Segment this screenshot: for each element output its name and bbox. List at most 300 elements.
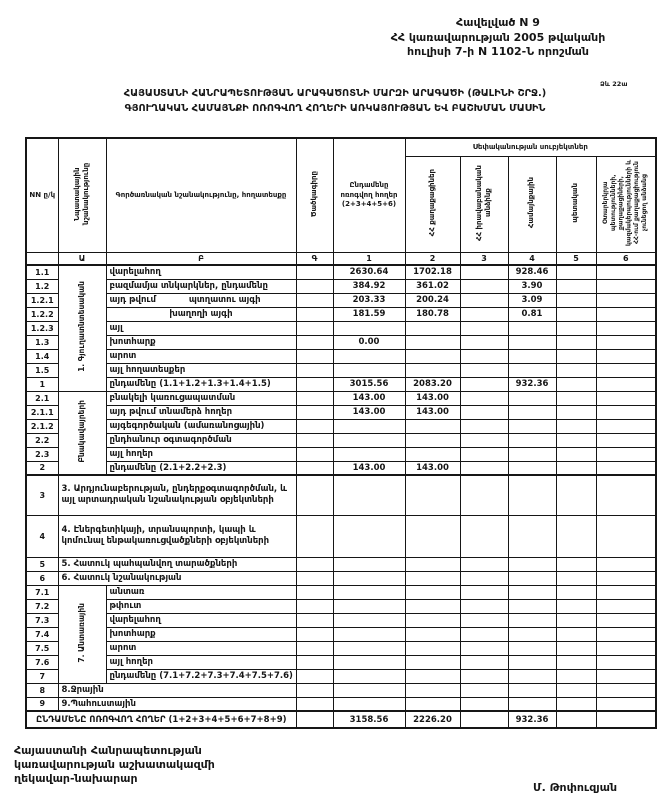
value-cell — [596, 265, 656, 279]
value-cell: 1702.18 — [405, 265, 460, 279]
value-cell — [333, 321, 405, 335]
value-cell — [460, 363, 508, 377]
value-cell: 2226.20 — [405, 711, 460, 728]
grand-total-row — [26, 711, 656, 728]
value-cell — [333, 585, 405, 599]
col-header-community: Համայնքային — [508, 156, 556, 252]
label-cell: այլ հողեր — [106, 655, 296, 669]
value-cell — [405, 683, 460, 697]
value-cell — [508, 557, 556, 571]
header-row-letters — [26, 252, 656, 265]
value-cell — [333, 599, 405, 613]
letter-cell: Գ — [296, 252, 333, 265]
letter-cell: 6 — [596, 252, 656, 265]
label-cell: արոտ — [106, 349, 296, 363]
code-cell — [296, 307, 333, 321]
label-cell: 8.Ջրային — [58, 683, 296, 697]
value-cell — [508, 321, 556, 335]
table-row — [26, 475, 656, 515]
code-cell — [296, 433, 333, 447]
value-cell — [460, 683, 508, 697]
row-number: 6 — [26, 571, 58, 585]
value-cell — [556, 447, 596, 461]
row-number: 8 — [26, 683, 58, 697]
code-cell — [296, 475, 333, 515]
value-cell — [556, 669, 596, 683]
appendix-line-2: ՀՀ կառավարության 2005 թվականի — [390, 30, 606, 44]
value-cell — [596, 447, 656, 461]
value-cell — [460, 349, 508, 363]
value-cell — [405, 641, 460, 655]
row-number: 1.2.1 — [26, 293, 58, 307]
table-row — [26, 447, 656, 461]
table-row — [26, 585, 656, 599]
table-row — [26, 321, 656, 335]
value-cell — [460, 475, 508, 515]
code-cell — [296, 585, 333, 599]
value-cell — [460, 697, 508, 711]
value-cell — [405, 335, 460, 349]
label-cell: խոտհարք — [106, 627, 296, 641]
value-cell — [556, 293, 596, 307]
letter-cell — [26, 252, 58, 265]
value-cell: 0.81 — [508, 307, 556, 321]
code-cell — [296, 641, 333, 655]
value-cell — [333, 433, 405, 447]
code-cell — [296, 515, 333, 557]
value-cell — [333, 475, 405, 515]
row-number: 1 — [26, 377, 58, 391]
grand-total-label: ԸՆԴԱՄԵՆԸ ՈՌՈԳՎՈՂ ՀՈՂԵՐ (1+2+3+4+5+6+7+8+9) — [26, 711, 296, 728]
value-cell: 143.00 — [405, 405, 460, 419]
code-cell — [296, 391, 333, 405]
label-cell: խոտհարք — [106, 335, 296, 349]
section-label-forest: 7. Անտառային — [58, 585, 106, 683]
appendix-line-1: Հավելված N 9 — [456, 16, 540, 29]
value-cell — [508, 335, 556, 349]
value-cell — [556, 627, 596, 641]
land-balance-table — [25, 137, 657, 729]
row-number: 2.1.2 — [26, 419, 58, 433]
label-cell: այլ հողեր — [106, 447, 296, 461]
value-cell — [333, 447, 405, 461]
value-cell — [596, 335, 656, 349]
value-cell: 928.46 — [508, 265, 556, 279]
page-title — [0, 86, 670, 116]
row-number: 7 — [26, 669, 58, 683]
value-cell — [508, 363, 556, 377]
value-cell — [333, 363, 405, 377]
value-cell — [333, 613, 405, 627]
label-cell: վարելահող — [106, 613, 296, 627]
value-cell: 932.36 — [508, 711, 556, 728]
label-cell: 4. Էներգետիկայի, տրանսպորտի, կապի և կոմունալ ենթակառուցվածքների օբյեկտների — [58, 515, 296, 557]
letter-cell: 4 — [508, 252, 556, 265]
value-cell — [460, 293, 508, 307]
value-cell — [508, 683, 556, 697]
value-cell — [508, 627, 556, 641]
value-cell — [333, 515, 405, 557]
value-cell — [460, 419, 508, 433]
value-cell — [333, 571, 405, 585]
value-cell — [556, 475, 596, 515]
value-cell — [556, 655, 596, 669]
code-cell — [296, 447, 333, 461]
value-cell — [556, 419, 596, 433]
label-cell: 9.Պահուստային — [58, 697, 296, 711]
value-cell — [460, 655, 508, 669]
value-cell: 143.00 — [333, 405, 405, 419]
code-cell — [296, 293, 333, 307]
value-cell — [333, 669, 405, 683]
code-cell — [296, 461, 333, 475]
row-number: 2.2 — [26, 433, 58, 447]
value-cell — [556, 557, 596, 571]
value-cell — [596, 711, 656, 728]
row-number: 1.4 — [26, 349, 58, 363]
table-row — [26, 433, 656, 447]
value-cell — [556, 335, 596, 349]
value-cell: 203.33 — [333, 293, 405, 307]
table-row — [26, 683, 656, 697]
signatory-line-1: Հայաստանի Հանրապետության — [14, 744, 202, 757]
table-row — [26, 571, 656, 585]
row-number: 7.2 — [26, 599, 58, 613]
table-row — [26, 557, 656, 571]
value-cell — [333, 697, 405, 711]
value-cell — [596, 475, 656, 515]
value-cell — [333, 655, 405, 669]
code-cell — [296, 377, 333, 391]
value-cell — [460, 557, 508, 571]
value-cell — [508, 585, 556, 599]
label-cell: այդ թվում տնամերձ հողեր — [106, 405, 296, 419]
value-cell — [596, 391, 656, 405]
value-cell — [460, 391, 508, 405]
value-cell — [405, 557, 460, 571]
value-cell — [508, 515, 556, 557]
value-cell — [596, 363, 656, 377]
col-header-citizens: ՀՀ քաղաքացիներ — [405, 156, 460, 252]
value-cell — [333, 349, 405, 363]
value-cell — [556, 279, 596, 293]
value-cell — [596, 571, 656, 585]
letter-cell: 2 — [405, 252, 460, 265]
table-row — [26, 335, 656, 349]
row-number: 1.5 — [26, 363, 58, 377]
value-cell — [405, 515, 460, 557]
value-cell — [460, 265, 508, 279]
label-cell: այդ թվում պտղատու այգի — [106, 293, 296, 307]
row-number: 1.2.2 — [26, 307, 58, 321]
value-cell — [460, 377, 508, 391]
row-number: 2.1.1 — [26, 405, 58, 419]
table-row — [26, 461, 656, 475]
code-cell — [296, 349, 333, 363]
row-number: 7.5 — [26, 641, 58, 655]
col-header-nn: NN ը/կ — [26, 138, 58, 252]
value-cell — [460, 279, 508, 293]
value-cell — [460, 711, 508, 728]
table-row — [26, 349, 656, 363]
value-cell — [508, 599, 556, 613]
value-cell: 143.00 — [333, 391, 405, 405]
value-cell — [556, 265, 596, 279]
code-cell — [296, 279, 333, 293]
signature-name: Մ. Թոփուզյան — [533, 781, 618, 794]
value-cell: 0.00 — [333, 335, 405, 349]
table-row — [26, 627, 656, 641]
label-cell: արոտ — [106, 641, 296, 655]
value-cell: 2630.64 — [333, 265, 405, 279]
label-cell: ընդամենը (2.1+2.2+2.3) — [106, 461, 296, 475]
value-cell — [405, 419, 460, 433]
value-cell — [405, 585, 460, 599]
value-cell: 361.02 — [405, 279, 460, 293]
label-cell: 5. Հատուկ պահպանվող տարածքների — [58, 557, 296, 571]
header-row-top — [26, 138, 656, 156]
value-cell — [405, 627, 460, 641]
row-number: 1.1 — [26, 265, 58, 279]
row-number: 1.2 — [26, 279, 58, 293]
value-cell: 200.24 — [405, 293, 460, 307]
table-row — [26, 307, 656, 321]
code-cell — [296, 627, 333, 641]
value-cell — [596, 697, 656, 711]
table-row — [26, 293, 656, 307]
value-cell — [596, 293, 656, 307]
value-cell — [596, 349, 656, 363]
value-cell: 180.78 — [405, 307, 460, 321]
value-cell: 3.90 — [508, 279, 556, 293]
value-cell — [556, 683, 596, 697]
value-cell — [556, 405, 596, 419]
value-cell — [460, 571, 508, 585]
value-cell — [460, 405, 508, 419]
value-cell — [460, 599, 508, 613]
row-number: 2.1 — [26, 391, 58, 405]
value-cell — [333, 419, 405, 433]
value-cell — [460, 447, 508, 461]
value-cell — [460, 321, 508, 335]
section-label-agricultural: 1. Գյուղատնտեսական — [58, 265, 106, 391]
code-cell — [296, 265, 333, 279]
table-row — [26, 265, 656, 279]
label-cell: այգեգործական (ամառանոցային) — [106, 419, 296, 433]
table-row — [26, 655, 656, 669]
value-cell — [556, 461, 596, 475]
signatory-line-2: կառավարության աշխատակազմի — [14, 758, 215, 771]
code-cell — [296, 599, 333, 613]
letter-cell: Ա — [58, 252, 106, 265]
value-cell — [556, 391, 596, 405]
code-cell — [296, 419, 333, 433]
value-cell — [596, 433, 656, 447]
value-cell — [405, 475, 460, 515]
col-header-functional: Գործառնական նշանակությունը, հողատեսքը — [106, 138, 296, 252]
letter-cell: 1 — [333, 252, 405, 265]
col-header-code: Ծածկագիրը — [296, 138, 333, 252]
col-header-legal: ՀՀ իրավաբանական անձինք — [460, 156, 508, 252]
letter-cell: Բ — [106, 252, 296, 265]
value-cell — [508, 669, 556, 683]
value-cell — [460, 461, 508, 475]
value-cell — [405, 613, 460, 627]
row-number: 7.4 — [26, 627, 58, 641]
value-cell — [556, 711, 596, 728]
section-label-settlements: Բնակավայրերի — [58, 391, 106, 475]
value-cell — [333, 641, 405, 655]
value-cell: 3158.56 — [333, 711, 405, 728]
label-cell: 6. Հատուկ նշանակության — [58, 571, 296, 585]
col-header-purpose: Նպատակային նշանակությունը — [58, 138, 106, 252]
value-cell — [508, 419, 556, 433]
label-cell: այլ — [106, 321, 296, 335]
value-cell — [596, 405, 656, 419]
value-cell — [405, 447, 460, 461]
value-cell — [556, 307, 596, 321]
code-cell — [296, 655, 333, 669]
col-header-state: պետական — [556, 156, 596, 252]
value-cell — [508, 655, 556, 669]
value-cell — [596, 419, 656, 433]
appendix-block — [340, 16, 656, 60]
table-row — [26, 599, 656, 613]
value-cell — [596, 683, 656, 697]
col-header-total: Ընդամենը ոռոգվող հողեր (2+3+4+5+6) — [333, 138, 405, 252]
col-header-foreign: Օտարերկրյա պետությունների, քաղաքացիների, կազմակերպությունների և ՀՀ-ում քաղաքացիություն չունեցող անձանց — [596, 156, 656, 252]
label-cell: խաղողի այգի — [106, 307, 296, 321]
value-cell — [460, 669, 508, 683]
code-cell — [296, 335, 333, 349]
value-cell: 143.00 — [405, 391, 460, 405]
value-cell: 143.00 — [405, 461, 460, 475]
value-cell — [405, 349, 460, 363]
value-cell — [333, 557, 405, 571]
value-cell — [460, 627, 508, 641]
value-cell — [460, 585, 508, 599]
table-row — [26, 697, 656, 711]
value-cell — [460, 433, 508, 447]
value-cell — [556, 377, 596, 391]
value-cell — [508, 475, 556, 515]
value-cell — [556, 641, 596, 655]
value-cell — [508, 433, 556, 447]
appendix-line-3: հուլիսի 7-ի N 1102-Ն որոշման — [407, 45, 589, 58]
label-cell: թփուտ — [106, 599, 296, 613]
table-row — [26, 669, 656, 683]
value-cell — [460, 335, 508, 349]
value-cell — [508, 641, 556, 655]
label-cell: բնակելի կառուցապատման — [106, 391, 296, 405]
title-line-1: ՀԱՅԱՍՏԱՆԻ ՀԱՆՐԱՊԵՏՈՒԹՅԱՆ ԱՐԱԳԱԾՈՏՆԻ ՄԱՐԶԻ ԱՐԱԳԱԾԻ (ԹԱԼԻՆԻ ՇՐՋ.) — [123, 88, 547, 99]
value-cell — [405, 697, 460, 711]
value-cell — [596, 627, 656, 641]
table-row — [26, 515, 656, 557]
code-cell — [296, 571, 333, 585]
label-cell: ընդամենը (7.1+7.2+7.3+7.4+7.5+7.6) — [106, 669, 296, 683]
value-cell — [508, 697, 556, 711]
letter-cell: 5 — [556, 252, 596, 265]
value-cell — [405, 669, 460, 683]
table-row — [26, 641, 656, 655]
value-cell — [508, 571, 556, 585]
value-cell — [596, 669, 656, 683]
value-cell — [556, 515, 596, 557]
value-cell — [508, 461, 556, 475]
value-cell — [596, 655, 656, 669]
value-cell — [596, 585, 656, 599]
table-row — [26, 613, 656, 627]
form-code: Ձև 22ա — [600, 80, 628, 88]
value-cell — [556, 363, 596, 377]
code-cell — [296, 613, 333, 627]
code-cell — [296, 697, 333, 711]
code-cell — [296, 405, 333, 419]
value-cell — [508, 613, 556, 627]
row-number: 7.6 — [26, 655, 58, 669]
value-cell: 3015.56 — [333, 377, 405, 391]
value-cell: 143.00 — [333, 461, 405, 475]
row-number: 7.3 — [26, 613, 58, 627]
row-number: 4 — [26, 515, 58, 557]
row-number: 1.3 — [26, 335, 58, 349]
value-cell — [405, 363, 460, 377]
table-row — [26, 363, 656, 377]
table-row — [26, 279, 656, 293]
value-cell: 932.36 — [508, 377, 556, 391]
value-cell — [596, 557, 656, 571]
value-cell — [596, 599, 656, 613]
code-cell — [296, 363, 333, 377]
value-cell — [556, 571, 596, 585]
value-cell — [460, 613, 508, 627]
letter-cell: 3 — [460, 252, 508, 265]
value-cell — [556, 321, 596, 335]
value-cell — [460, 641, 508, 655]
row-number: 5 — [26, 557, 58, 571]
value-cell — [508, 405, 556, 419]
title-line-2: ԳՅՈՒՂԱԿԱՆ ՀԱՄԱՅՆՔԻ ՈՌՈԳՎՈՂ ՀՈՂԵՐԻ ԱՌԿԱՅՈՒԹՅԱՆ ԵՎ ԲԱՇԽՄԱՆ ՄԱՍԻՆ — [124, 103, 546, 114]
value-cell — [556, 585, 596, 599]
value-cell — [405, 655, 460, 669]
value-cell — [556, 697, 596, 711]
col-header-ownership: Սեփականության սուբյեկտներ — [405, 138, 656, 156]
value-cell — [405, 599, 460, 613]
label-cell: ընդհանուր օգտագործման — [106, 433, 296, 447]
value-cell — [460, 515, 508, 557]
value-cell — [596, 307, 656, 321]
row-number: 7.1 — [26, 585, 58, 599]
row-number: 2.3 — [26, 447, 58, 461]
value-cell — [596, 279, 656, 293]
value-cell — [596, 461, 656, 475]
value-cell — [460, 307, 508, 321]
table-row — [26, 391, 656, 405]
code-cell — [296, 557, 333, 571]
value-cell — [596, 377, 656, 391]
label-cell: ընդամենը (1.1+1.2+1.3+1.4+1.5) — [106, 377, 296, 391]
value-cell — [596, 515, 656, 557]
table-row — [26, 419, 656, 433]
row-number: 1.2.3 — [26, 321, 58, 335]
value-cell — [556, 613, 596, 627]
value-cell — [596, 321, 656, 335]
value-cell — [405, 321, 460, 335]
value-cell — [333, 683, 405, 697]
value-cell — [333, 627, 405, 641]
value-cell — [405, 433, 460, 447]
